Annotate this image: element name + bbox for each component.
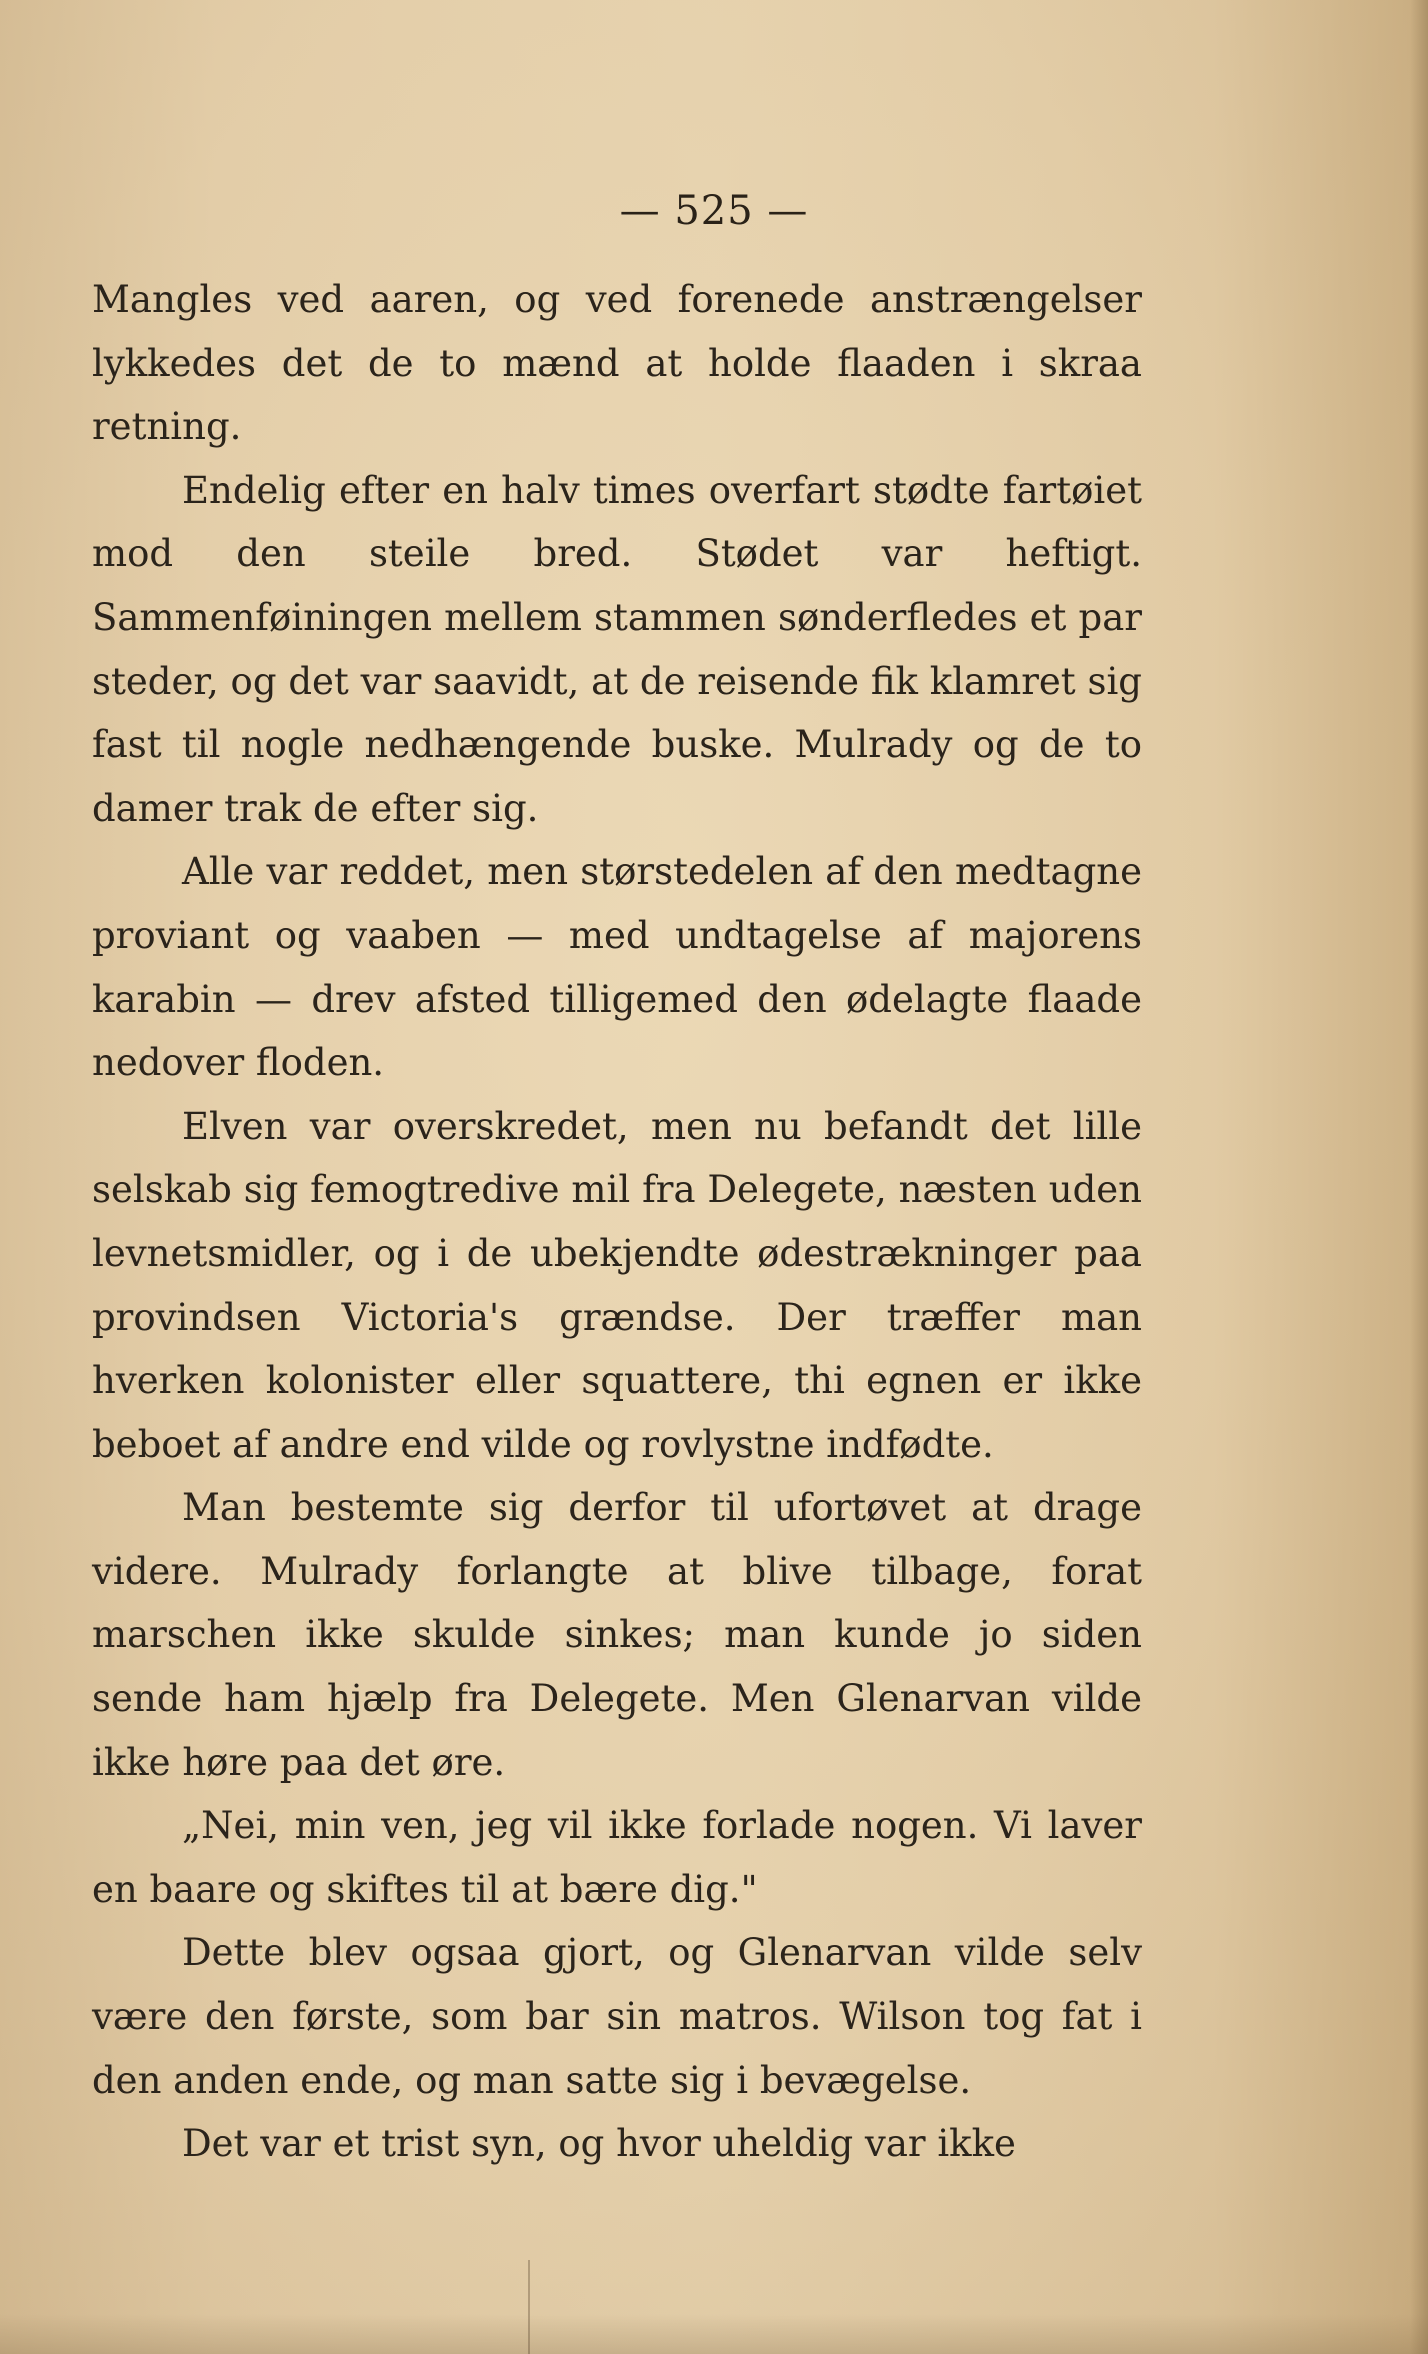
paragraph: Endelig efter en halv times overfart stødte fartøiet mod den steile bred. Stødet var heftigt. Sammenføiningen mellem stammen sønderfledes et par steder, og det var saavidt, at de reisende fik klamret sig fast til nogle nedhængende buske. Mulrady og de to damer trak de efter sig.: [92, 468, 1142, 830]
paragraph: Alle var reddet, men størstedelen af den medtagne proviant og vaaben — med undtagelse af majorens karabin — drev afsted tilligemed den ødelagte flaade nedover floden.: [92, 850, 1142, 1085]
body-text: [92, 268, 1142, 2176]
page-bottom-shadow: [0, 2314, 1428, 2354]
paragraph: Man bestemte sig derfor til ufortøvet at drage videre. Mulrady forlangte at blive tilbage, forat marschen ikke skulde sinkes; man kunde jo siden sende ham hjælp fra Delegete. Men Glenarvan vilde ikke høre paa det øre.: [92, 1486, 1142, 1784]
binding-mark: [528, 2260, 530, 2354]
paragraph: Elven var overskredet, men nu befandt det lille selskab sig femogtredive mil fra Delegete, næsten uden levnetsmidler, og i de ubekjendte ødestrækninger paa provindsen Victoria's grændse. Der træffer man hverken kolonister eller squattere, thi egnen er ikke beboet af andre end vilde og rovlystne indfødte.: [92, 1104, 1142, 1466]
paragraph: Det var et trist syn, og hvor uheldig var ikke: [182, 2122, 1016, 2166]
paragraph: „Nei, min ven, jeg vil ikke forlade nogen. Vi laver en baare og skiftes til at bære dig.": [92, 1804, 1142, 1911]
page-edge-shadow: [1410, 0, 1428, 2354]
paragraph: Mangles ved aaren, og ved forenede anstrængelser lykkedes det de to mænd at holde flaaden i skraa retning.: [92, 278, 1142, 449]
page-number: — 525 —: [619, 188, 809, 234]
paragraph: Dette blev ogsaa gjort, og Glenarvan vilde selv være den første, som bar sin matros. Wilson tog fat i den anden ende, og man satte sig i bevægelse.: [92, 1931, 1142, 2102]
